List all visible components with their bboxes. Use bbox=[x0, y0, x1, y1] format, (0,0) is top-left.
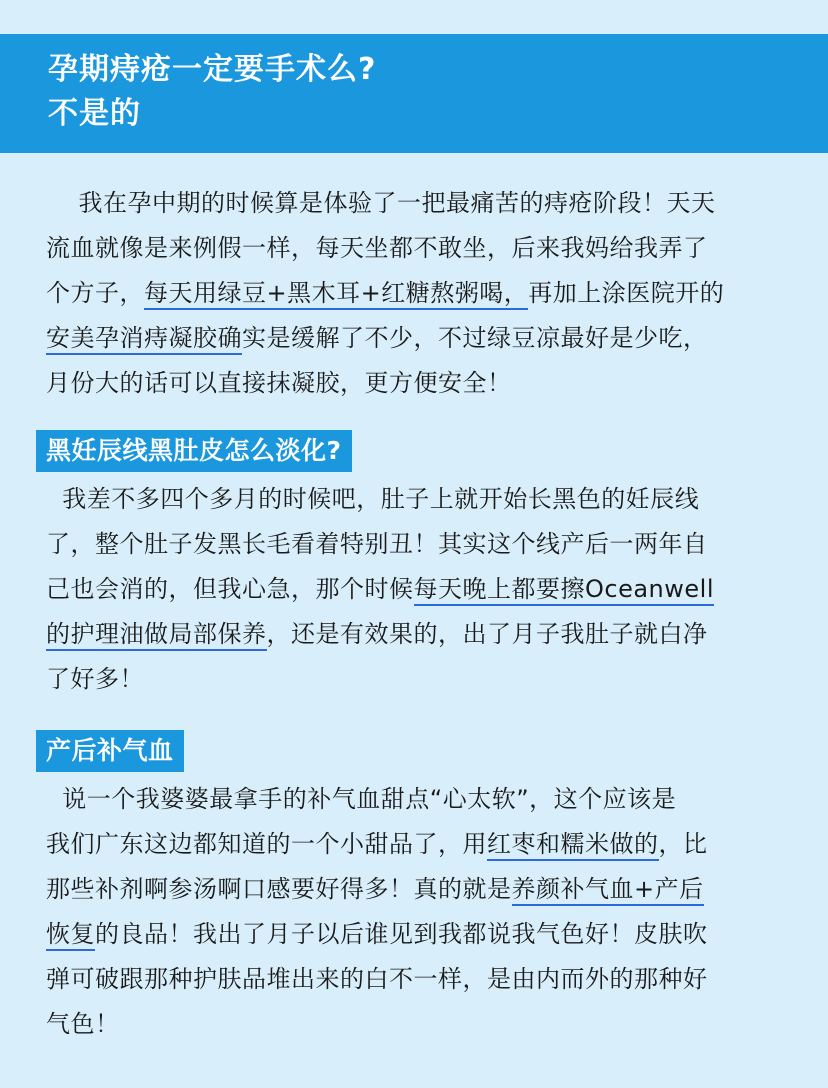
underlined-highlight: 每天晚上都要擦Oceanwell bbox=[414, 575, 715, 606]
text-span: 实是缓解了不少，不过绿豆凉最好是少吃， bbox=[242, 324, 708, 352]
page-title: 孕期痔疮一定要手术么? bbox=[48, 52, 377, 87]
section-2-heading: 黑妊辰线黑肚皮怎么淡化? bbox=[36, 430, 352, 472]
title-banner bbox=[0, 34, 828, 153]
text-line bbox=[46, 822, 790, 867]
section-3-paragraph bbox=[46, 777, 790, 1047]
underlined-highlight: 养颜补气血+产后 bbox=[512, 875, 704, 906]
section-3-heading: 产后补气血 bbox=[36, 730, 184, 772]
text-line bbox=[46, 1002, 790, 1047]
section-2-paragraph bbox=[46, 477, 790, 702]
text-span: 我差不多四个多月的时候吧，肚子上就开始长黑色的妊辰线 bbox=[46, 485, 700, 513]
text-span: 我们广东这边都知道的一个小甜品了，用 bbox=[46, 830, 487, 858]
text-line bbox=[46, 522, 790, 567]
underlined-highlight: 恢复 bbox=[46, 920, 95, 951]
text-line bbox=[46, 777, 790, 822]
text-line bbox=[46, 361, 790, 406]
text-span: ，还是有效果的，出了月子我肚子就白净 bbox=[266, 620, 708, 648]
underlined-highlight: 红枣和糯米做的 bbox=[487, 830, 659, 861]
text-span: 弹可破跟那种护肤品堆出来的白不一样，是由内而外的那种好 bbox=[46, 965, 708, 993]
underlined-highlight: 安美孕消痔凝胶确 bbox=[46, 324, 242, 355]
text-line bbox=[46, 612, 790, 657]
text-span: 月份大的话可以直接抹凝胶，更方便安全！ bbox=[46, 369, 512, 397]
text-span: 了好多！ bbox=[46, 665, 144, 693]
text-span: ，比 bbox=[658, 830, 708, 858]
text-span: 气色！ bbox=[46, 1010, 120, 1038]
underlined-highlight: 每天用绿豆+黑木耳+红糖熬粥喝， bbox=[144, 279, 528, 310]
text-line bbox=[46, 226, 790, 271]
text-line bbox=[46, 477, 790, 522]
text-span: 个方子， bbox=[46, 279, 144, 307]
text-line bbox=[46, 271, 790, 316]
underlined-highlight: 的护理油做局部保养 bbox=[46, 620, 267, 651]
text-line bbox=[46, 957, 790, 1002]
text-line bbox=[46, 567, 790, 612]
text-line bbox=[46, 316, 790, 361]
text-span: 流血就像是来例假一样，每天坐都不敢坐，后来我妈给我弄了 bbox=[46, 234, 708, 262]
page-subtitle: 不是的 bbox=[48, 96, 141, 131]
text-span: 己也会消的，但我心急，那个时候 bbox=[46, 575, 414, 603]
text-span: 了，整个肚子发黑长毛看着特别丑！其实这个线产后一两年自 bbox=[46, 530, 708, 558]
text-span: 那些补剂啊参汤啊口感要好得多！真的就是 bbox=[46, 875, 512, 903]
text-span: 说一个我婆婆最拿手的补气血甜点“心太软”，这个应该是 bbox=[46, 785, 677, 813]
text-span: 的良品！我出了月子以后谁见到我都说我气色好！皮肤吹 bbox=[95, 920, 708, 948]
section-1-paragraph bbox=[46, 181, 790, 406]
text-span: 我在孕中期的时候算是体验了一把最痛苦的痔疮阶段！天天 bbox=[46, 189, 716, 217]
text-line bbox=[46, 867, 790, 912]
text-line bbox=[46, 912, 790, 957]
text-line bbox=[46, 181, 790, 226]
text-line bbox=[46, 657, 790, 702]
text-span: 再加上涂医院开的 bbox=[528, 279, 725, 307]
